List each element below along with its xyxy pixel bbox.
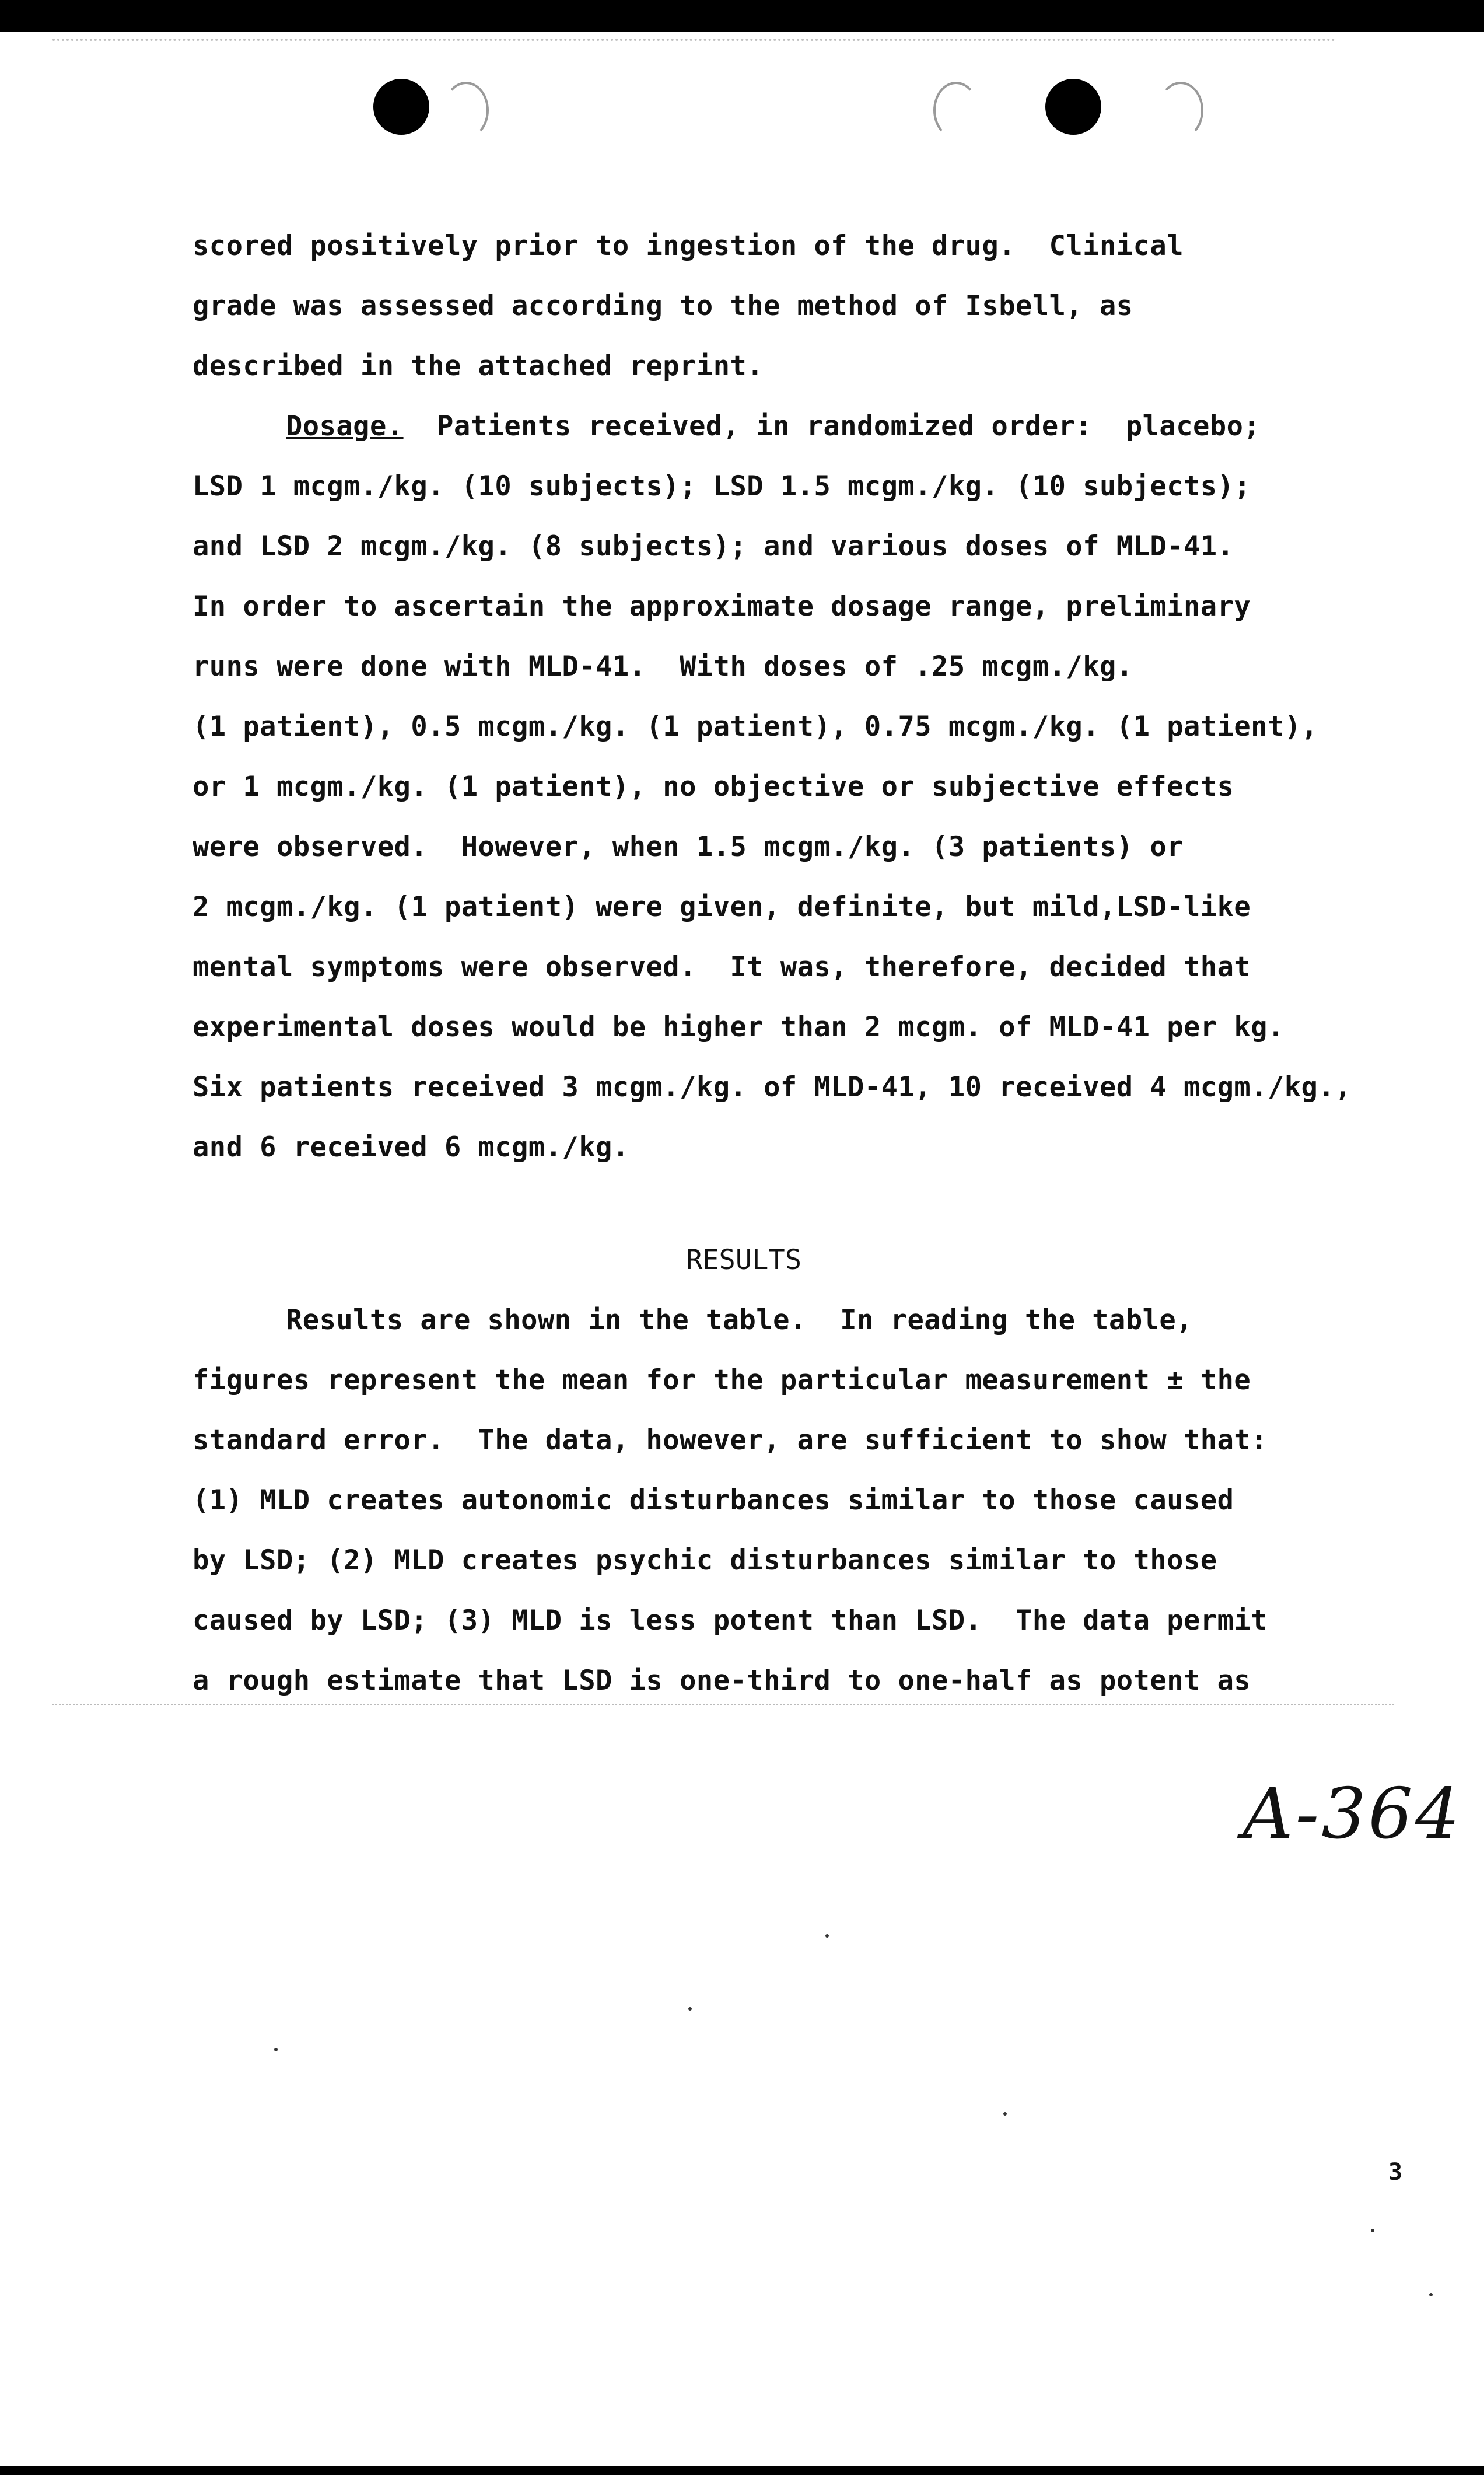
scan-noise-line	[52, 39, 1336, 47]
punch-hole-shadow-right-a	[933, 82, 979, 139]
text-line: (1 patient), 0.5 mcgm./kg. (1 patient), 0.75 mcgm./kg. (1 patient),	[192, 711, 1318, 743]
scan-speck	[825, 1934, 829, 1938]
text-line: and 6 received 6 mcgm./kg.	[192, 1131, 629, 1163]
scan-speck	[1371, 2229, 1374, 2232]
text-line: Six patients received 3 mcgm./kg. of MLD-41, 10 received 4 mcgm./kg.,	[192, 1071, 1352, 1103]
punch-hole-right	[1045, 79, 1101, 135]
handwritten-annotation: A-364	[1242, 1774, 1462, 1855]
text-line: a rough estimate that LSD is one-third to one-half as potent as	[192, 1665, 1251, 1697]
text-line: Patients received, in randomized order: placebo;	[437, 410, 1261, 442]
text-line: by LSD; (2) MLD creates psychic disturbances similar to those	[192, 1544, 1217, 1576]
text-line: caused by LSD; (3) MLD is less potent than LSD. The data permit	[192, 1604, 1268, 1637]
text-line: and LSD 2 mcgm./kg. (8 subjects); and various doses of MLD-41.	[192, 530, 1234, 562]
text-line: experimental doses would be higher than 2 mcgm. of MLD-41 per kg.	[192, 1011, 1284, 1043]
text-line: Results are shown in the table. In reading the table,	[286, 1304, 1194, 1336]
document-body	[192, 216, 1406, 1711]
text-line: LSD 1 mcgm./kg. (10 subjects); LSD 1.5 mcgm./kg. (10 subjects);	[192, 470, 1251, 502]
section-spacer	[192, 1177, 1406, 1230]
text-line: or 1 mcgm./kg. (1 patient), no objective or subjective effects	[192, 771, 1234, 803]
text-line: (1) MLD creates autonomic disturbances similar to those caused	[192, 1484, 1234, 1516]
scan-border-top	[0, 0, 1484, 32]
text-line: mental symptoms were observed. It was, therefore, decided that	[192, 951, 1251, 983]
text-line: figures represent the mean for the particular measurement ± the	[192, 1364, 1251, 1396]
scan-speck	[688, 2007, 692, 2011]
text-line: grade was assessed according to the method of Isbell, as	[192, 290, 1133, 322]
text-line: standard error. The data, however, are sufficient to show that:	[192, 1424, 1268, 1456]
text-line: described in the attached reprint.	[192, 350, 764, 382]
page-fold-line	[52, 1704, 1394, 1708]
scan-speck	[1003, 2112, 1007, 2116]
text-line: runs were done with MLD-41. With doses of .25 mcgm./kg.	[192, 651, 1133, 683]
punch-hole-shadow-right-b	[1158, 82, 1203, 139]
text-line: scored positively prior to ingestion of the drug. Clinical	[192, 230, 1184, 262]
dosage-first-line	[192, 396, 1406, 456]
text-line: 2 mcgm./kg. (1 patient) were given, definite, but mild,LSD-like	[192, 891, 1251, 923]
dosage-heading: Dosage.	[286, 410, 404, 442]
scan-speck	[274, 2048, 278, 2051]
text-line: In order to ascertain the approximate dosage range, preliminary	[192, 590, 1251, 623]
text-line: were observed. However, when 1.5 mcgm./kg. (3 patients) or	[192, 831, 1184, 863]
page-number: 3	[1388, 2159, 1403, 2186]
punch-hole-left	[373, 79, 429, 135]
results-heading: RESULTS	[685, 1244, 802, 1276]
scan-border-bottom	[0, 2466, 1484, 2475]
punch-hole-shadow-left	[443, 82, 489, 139]
scan-speck	[1429, 2293, 1433, 2296]
